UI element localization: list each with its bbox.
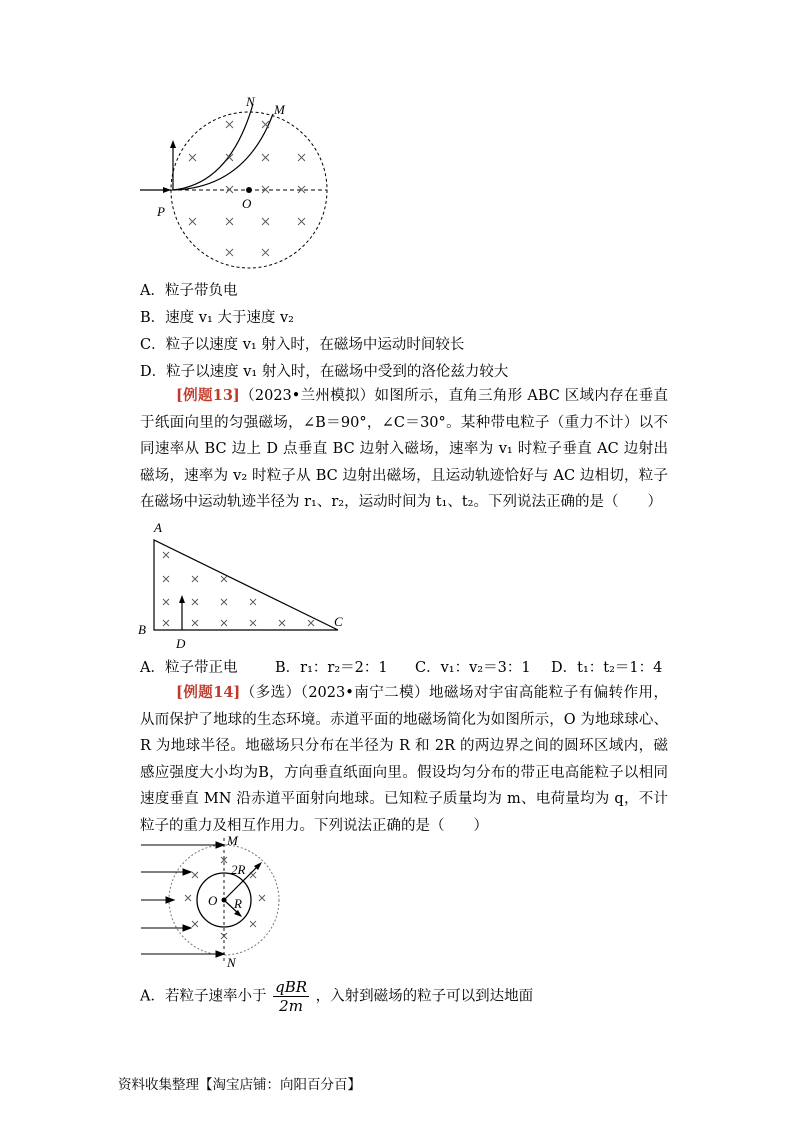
q12-option-b: B．速度 v₁ 大于速度 v₂ bbox=[140, 310, 294, 326]
label-r: R bbox=[234, 896, 242, 911]
label-n: N bbox=[227, 955, 236, 970]
q14-option-a-prefix: A．若粒子速率小于 bbox=[140, 988, 267, 1005]
fraction-denominator: 2m bbox=[279, 997, 303, 1015]
label-m: M bbox=[274, 102, 285, 117]
q12-option-a: A．粒子带负电 bbox=[140, 283, 238, 299]
q14-option-a-suffix: ，入射到磁场的粒子可以到达地面 bbox=[315, 988, 534, 1005]
label-o: O bbox=[242, 196, 252, 211]
q13-option-c: C．v₁：v₂＝3：1 bbox=[415, 660, 531, 676]
label-o: O bbox=[208, 893, 218, 908]
figure-earth-field bbox=[136, 828, 306, 973]
q12-option-d: D．粒子以速度 v₁ 射入时，在磁场中受到的洛伦兹力较大 bbox=[140, 364, 509, 380]
q14-stem bbox=[140, 680, 668, 839]
figure-triangle bbox=[134, 516, 354, 651]
figure-circle-field bbox=[135, 92, 335, 277]
label-a: A bbox=[154, 520, 162, 535]
q13-stem bbox=[140, 383, 668, 516]
label-p: P bbox=[157, 204, 165, 219]
q13-tag: [例题13] bbox=[176, 387, 240, 404]
q13-option-b: B．r₁：r₂＝2：1 bbox=[275, 660, 388, 676]
fraction-qbr-2m bbox=[273, 978, 309, 1015]
label-d: D bbox=[176, 636, 186, 651]
label-n: N bbox=[246, 94, 255, 109]
label-c: C bbox=[334, 614, 343, 629]
q14-text: （多选）（2023•南宁二模）地磁场对宇宙高能粒子有偏转作用，从而保护了地球的生态环境。赤道平面的地磁场简化为如图所示，O 为地球球心、R 为地球半径。地磁场只分布在半径为 R 和 2R 的两边界之间的圆环区域内，磁感应强度大小均为B，方向垂直纸面向里。假设均匀分布的带正电高能粒子以相同速度垂直 MN 沿赤道平面射向地球。已知粒子质量均为 m、电荷量均为 q，不计粒子的重力及相互作用力。下列说法正确的是（ ） bbox=[140, 685, 669, 834]
fraction-numerator: qBR bbox=[275, 978, 308, 996]
label-2r: 2R bbox=[231, 862, 246, 877]
q14-tag: [例题14] bbox=[176, 684, 241, 701]
q13-option-a: A．粒子带正电 bbox=[140, 660, 238, 676]
label-b: B bbox=[138, 622, 146, 637]
q12-option-c: C．粒子以速度 v₁ 射入时，在磁场中运动时间较长 bbox=[140, 337, 465, 353]
q14-option-a bbox=[140, 978, 533, 1015]
q13-text: （2023•兰州模拟）如图所示，直角三角形 ABC 区域内存在垂直于纸面向里的匀强磁场，∠B＝90°，∠C＝30°。某种带电粒子（重力不计）以不同速率从 BC 边上 D 点垂直 BC 边射入磁场，速率为 v₁ 时粒子垂直 AC 边射出磁场，速率为 v₂ 时粒子从 BC 边射出磁场，且运动轨迹恰好与 AC 边相切，粒子在磁场中运动轨迹半径为 r₁、r₂，运动时间为 t₁、t₂。下列说法正确的是（ ） bbox=[140, 388, 668, 510]
label-m: M bbox=[227, 833, 238, 848]
q13-option-d: D．t₁：t₂＝1：4 bbox=[551, 660, 663, 676]
footer-source: 资料收集整理【淘宝店铺：向阳百分百】 bbox=[118, 1077, 361, 1093]
